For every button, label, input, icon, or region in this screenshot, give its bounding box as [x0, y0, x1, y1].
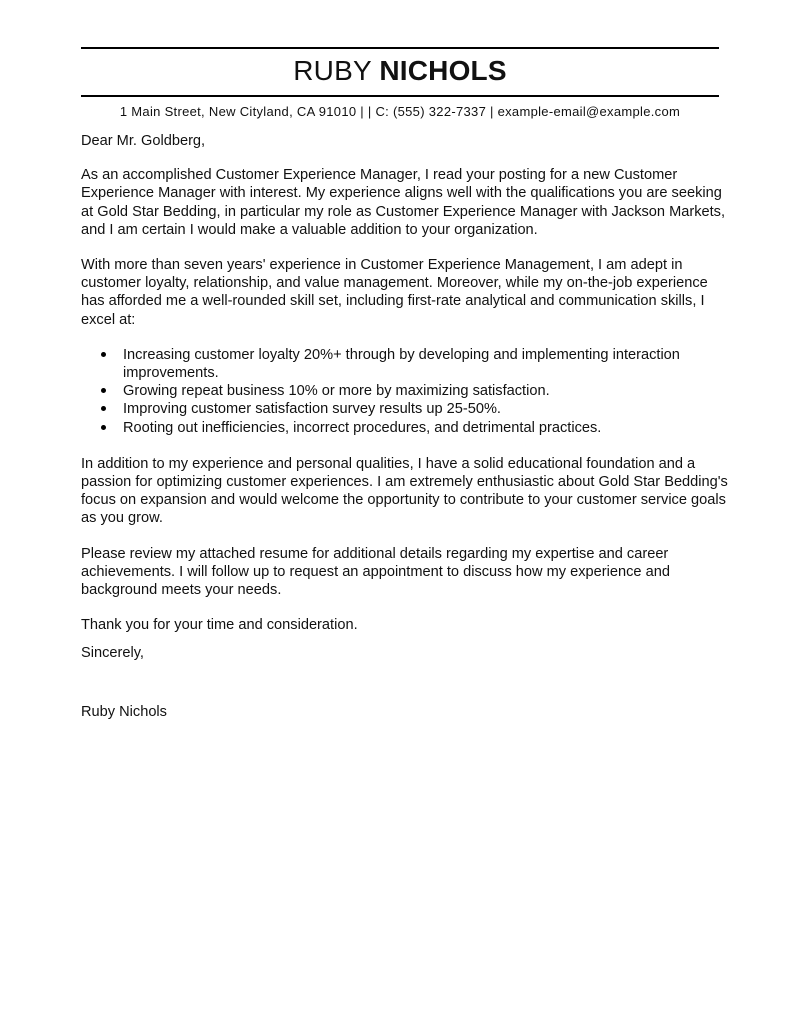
paragraph-education: In addition to my experience and personal qualities, I have a solid educational foundation and a passion for optimizing customer experiences. I am extremely enthusiastic about Gold Star Bedding's focus on expansion and would welcome the opportunity to contribute to your customer service goals as you grow. [81, 455, 728, 527]
header-bottom-rule [81, 95, 719, 97]
list-item [81, 382, 683, 400]
paragraph-intro: As an accomplished Customer Experience Manager, I read your posting for a new Customer Experience Manager with interest. My experience aligns well with the qualifications you are seeking at Gold Star Bedding, in particular my role as Customer Experience Manager with Jackson Markets, and I am certain I would make a valuable addition to your organization. [81, 167, 726, 238]
list-item [81, 346, 683, 382]
list-item [81, 419, 683, 437]
signature-name: Ruby Nichols [81, 703, 167, 720]
closing-line: Thank you for your time and consideration. [81, 617, 358, 634]
bullet-icon [101, 352, 106, 357]
signoff: Sincerely, [81, 645, 144, 662]
list-item-text: Growing repeat business 10% or more by maximizing satisfaction. [123, 383, 550, 400]
list-item-text: Improving customer satisfaction survey results up 25-50%. [123, 401, 501, 418]
list-item-text: Rooting out inefficiencies, incorrect procedures, and detrimental practices. [123, 419, 602, 436]
paragraph-experience: With more than seven years' experience in Customer Experience Management, I am adept in customer loyalty, relationship, and value management. Moreover, while my on-the-job experience has afforded me a well-rounded skill set, including first-rate analytical and communication skills, I excel at: [81, 257, 708, 328]
contact-line: 1 Main Street, New Cityland, CA 91010 | | C: (555) 322-7337 | example-email@example.com [119, 104, 681, 119]
letter-body [81, 132, 731, 738]
applicant-first-name: RUBY [293, 55, 372, 86]
applicant-name [81, 54, 719, 88]
bullet-icon [101, 388, 106, 393]
achievements-list [81, 346, 731, 437]
header-top-rule [81, 47, 719, 49]
paragraph-follow-up: Please review my attached resume for additional details regarding my expertise and career achievements. I will follow up to request an appointment to discuss how my experience and background meets your needs. [81, 545, 670, 599]
list-item-text: Increasing customer loyalty 20%+ through by developing and implementing interaction improvements. [123, 346, 680, 382]
bullet-icon [101, 406, 106, 411]
applicant-last-name: NICHOLS [379, 55, 507, 86]
salutation: Dear Mr. Goldberg, [81, 133, 206, 149]
list-item [81, 400, 683, 418]
bullet-icon [101, 425, 106, 430]
